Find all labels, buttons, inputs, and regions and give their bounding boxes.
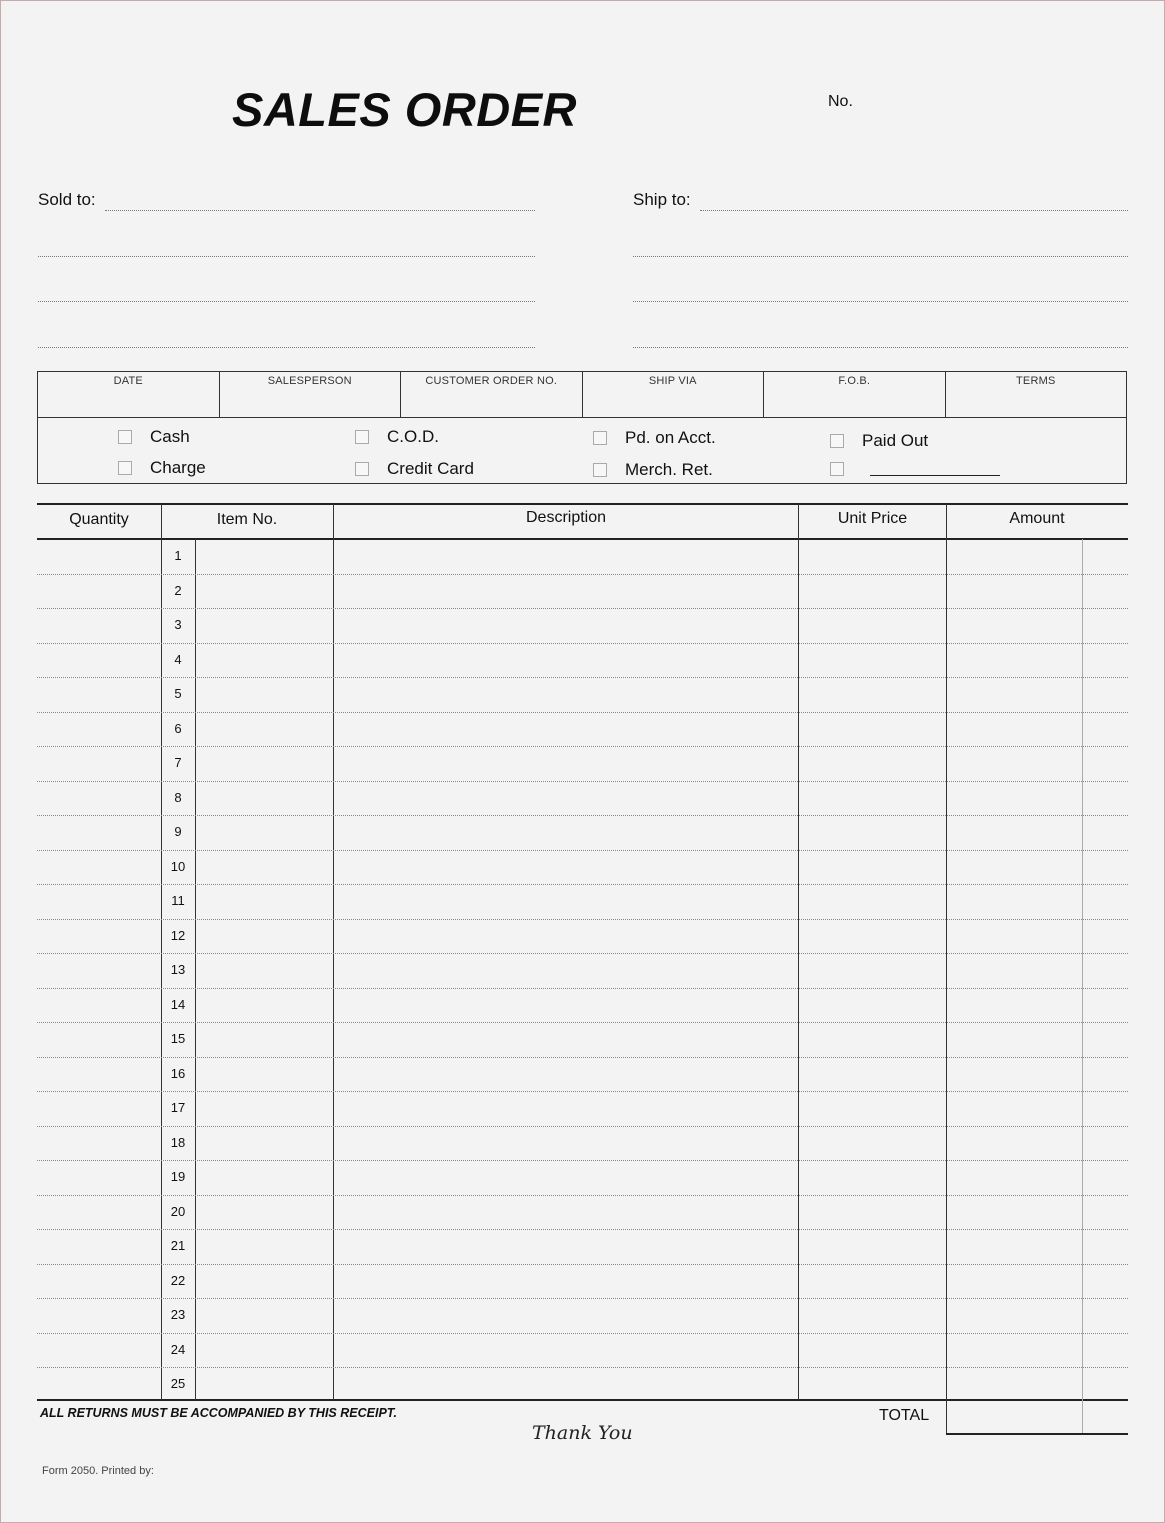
sold-to-line-1[interactable] [105, 210, 535, 211]
credit-card-checkbox[interactable] [355, 462, 369, 476]
paid-out-label: Paid Out [862, 431, 929, 450]
sold-to-label: Sold to: [38, 190, 96, 209]
row-number: 5 [174, 686, 182, 701]
table-row[interactable] [37, 953, 1128, 954]
payment-credit-card[interactable] [355, 459, 474, 479]
row-number: 7 [174, 755, 182, 770]
row-number: 20 [170, 1203, 186, 1219]
row-number: 16 [170, 1065, 186, 1081]
row-number: 3 [174, 617, 182, 632]
date-field[interactable]: DATE [38, 372, 220, 417]
col-divider-cents [1082, 539, 1083, 1434]
charge-label: Charge [150, 458, 206, 477]
table-row[interactable] [37, 884, 1128, 885]
row-number: 10 [170, 858, 186, 874]
payment-paid-out[interactable] [830, 431, 928, 451]
row-number: 25 [170, 1376, 186, 1391]
header-amount: Amount [1009, 510, 1065, 527]
row-number: 23 [170, 1307, 186, 1322]
cash-label: Cash [150, 427, 190, 446]
row-number: 8 [174, 789, 182, 805]
payment-merch-ret[interactable] [593, 460, 713, 480]
table-row[interactable] [37, 1298, 1128, 1299]
col-divider-unit-price [946, 504, 947, 1434]
order-number-label: No. [828, 93, 853, 110]
table-row[interactable] [37, 1126, 1128, 1127]
row-number: 4 [174, 651, 182, 667]
table-top-rule [37, 503, 1128, 505]
table-row[interactable] [37, 781, 1128, 782]
table-row[interactable] [37, 608, 1128, 609]
ship-to-line-3[interactable] [633, 301, 1128, 302]
cod-label: C.O.D. [387, 427, 439, 446]
returns-note: ALL RETURNS MUST BE ACCOMPANIED BY THIS RECEIPT. [40, 1406, 397, 1420]
row-number: 6 [174, 720, 182, 736]
paid-out-checkbox[interactable] [830, 434, 844, 448]
col-divider-description [798, 504, 799, 1400]
customer-order-no-field[interactable]: CUSTOMER ORDER NO. [401, 372, 583, 417]
header-quantity: Quantity [69, 511, 129, 528]
credit-card-label: Credit Card [387, 459, 474, 478]
form-printed-by: Form 2050. Printed by: [42, 1465, 154, 1477]
merch-ret-label: Merch. Ret. [625, 460, 713, 479]
ship-via-field[interactable]: SHIP VIA [583, 372, 765, 417]
other-checkbox[interactable] [830, 462, 844, 476]
sold-to-line-4[interactable] [38, 347, 535, 348]
ship-to-line-2[interactable] [633, 256, 1128, 257]
table-row[interactable] [37, 1229, 1128, 1230]
page-title: SALES ORDER [232, 83, 577, 136]
cod-checkbox[interactable] [355, 430, 369, 444]
table-row[interactable] [37, 1091, 1128, 1092]
row-number: 14 [170, 996, 186, 1012]
payment-pd-on-acct[interactable] [593, 428, 716, 448]
payment-other[interactable] [830, 461, 1000, 476]
ship-to-line-1[interactable] [700, 210, 1128, 211]
thank-you-text: Thank You [532, 1422, 633, 1444]
row-number: 17 [170, 1100, 186, 1115]
table-row[interactable] [37, 988, 1128, 989]
table-row[interactable] [37, 1022, 1128, 1023]
col-divider-quantity [161, 504, 162, 1400]
table-row[interactable] [37, 1264, 1128, 1265]
salesperson-field[interactable]: SALESPERSON [220, 372, 402, 417]
table-row[interactable] [37, 850, 1128, 851]
sold-to-line-3[interactable] [38, 301, 535, 302]
row-number: 2 [174, 582, 182, 598]
table-row[interactable] [37, 1333, 1128, 1334]
payment-charge[interactable] [118, 458, 206, 478]
order-info-header [38, 372, 1126, 418]
table-row[interactable] [37, 919, 1128, 920]
row-number: 21 [170, 1238, 186, 1253]
table-row[interactable] [37, 1160, 1128, 1161]
header-unit-price: Unit Price [837, 510, 908, 527]
ship-to-label: Ship to: [633, 190, 691, 209]
order-info-box [37, 371, 1127, 484]
table-row[interactable] [37, 1195, 1128, 1196]
row-number: 13 [170, 962, 186, 977]
charge-checkbox[interactable] [118, 461, 132, 475]
table-row[interactable] [37, 677, 1128, 678]
table-row[interactable] [37, 1367, 1128, 1368]
pd-on-acct-label: Pd. on Acct. [625, 428, 716, 447]
pd-on-acct-checkbox[interactable] [593, 431, 607, 445]
terms-field[interactable]: TERMS [1016, 375, 1056, 387]
cash-checkbox[interactable] [118, 430, 132, 444]
total-label: TOTAL [879, 1407, 930, 1424]
table-row[interactable] [37, 643, 1128, 644]
row-number: 19 [170, 1169, 186, 1184]
fob-field[interactable]: F.O.B. [764, 372, 946, 417]
col-divider-item [333, 504, 334, 1400]
table-row[interactable] [37, 1057, 1128, 1058]
header-description: Description [525, 509, 607, 526]
header-item-no: Item No. [216, 511, 278, 528]
row-number: 15 [170, 1031, 186, 1046]
col-divider-rownum [195, 539, 196, 1400]
sold-to-line-2[interactable] [38, 256, 535, 257]
merch-ret-checkbox[interactable] [593, 463, 607, 477]
payment-cash[interactable] [118, 427, 190, 447]
table-header-rule [37, 538, 1128, 540]
row-number: 24 [170, 1341, 186, 1357]
row-number: 18 [170, 1134, 186, 1150]
table-row[interactable] [37, 815, 1128, 816]
ship-to-line-4[interactable] [633, 347, 1128, 348]
table-bottom-rule [37, 1399, 1128, 1401]
row-number: 11 [171, 893, 185, 908]
table-row[interactable] [37, 712, 1128, 713]
row-number: 1 [174, 548, 182, 563]
row-number: 12 [170, 927, 186, 943]
total-field[interactable] [946, 1433, 1128, 1435]
table-row[interactable] [37, 746, 1128, 747]
payment-cod[interactable] [355, 427, 439, 447]
table-row[interactable] [37, 574, 1128, 575]
other-blank-line[interactable] [870, 461, 1000, 476]
row-number: 9 [174, 824, 182, 839]
row-number: 22 [170, 1272, 186, 1288]
